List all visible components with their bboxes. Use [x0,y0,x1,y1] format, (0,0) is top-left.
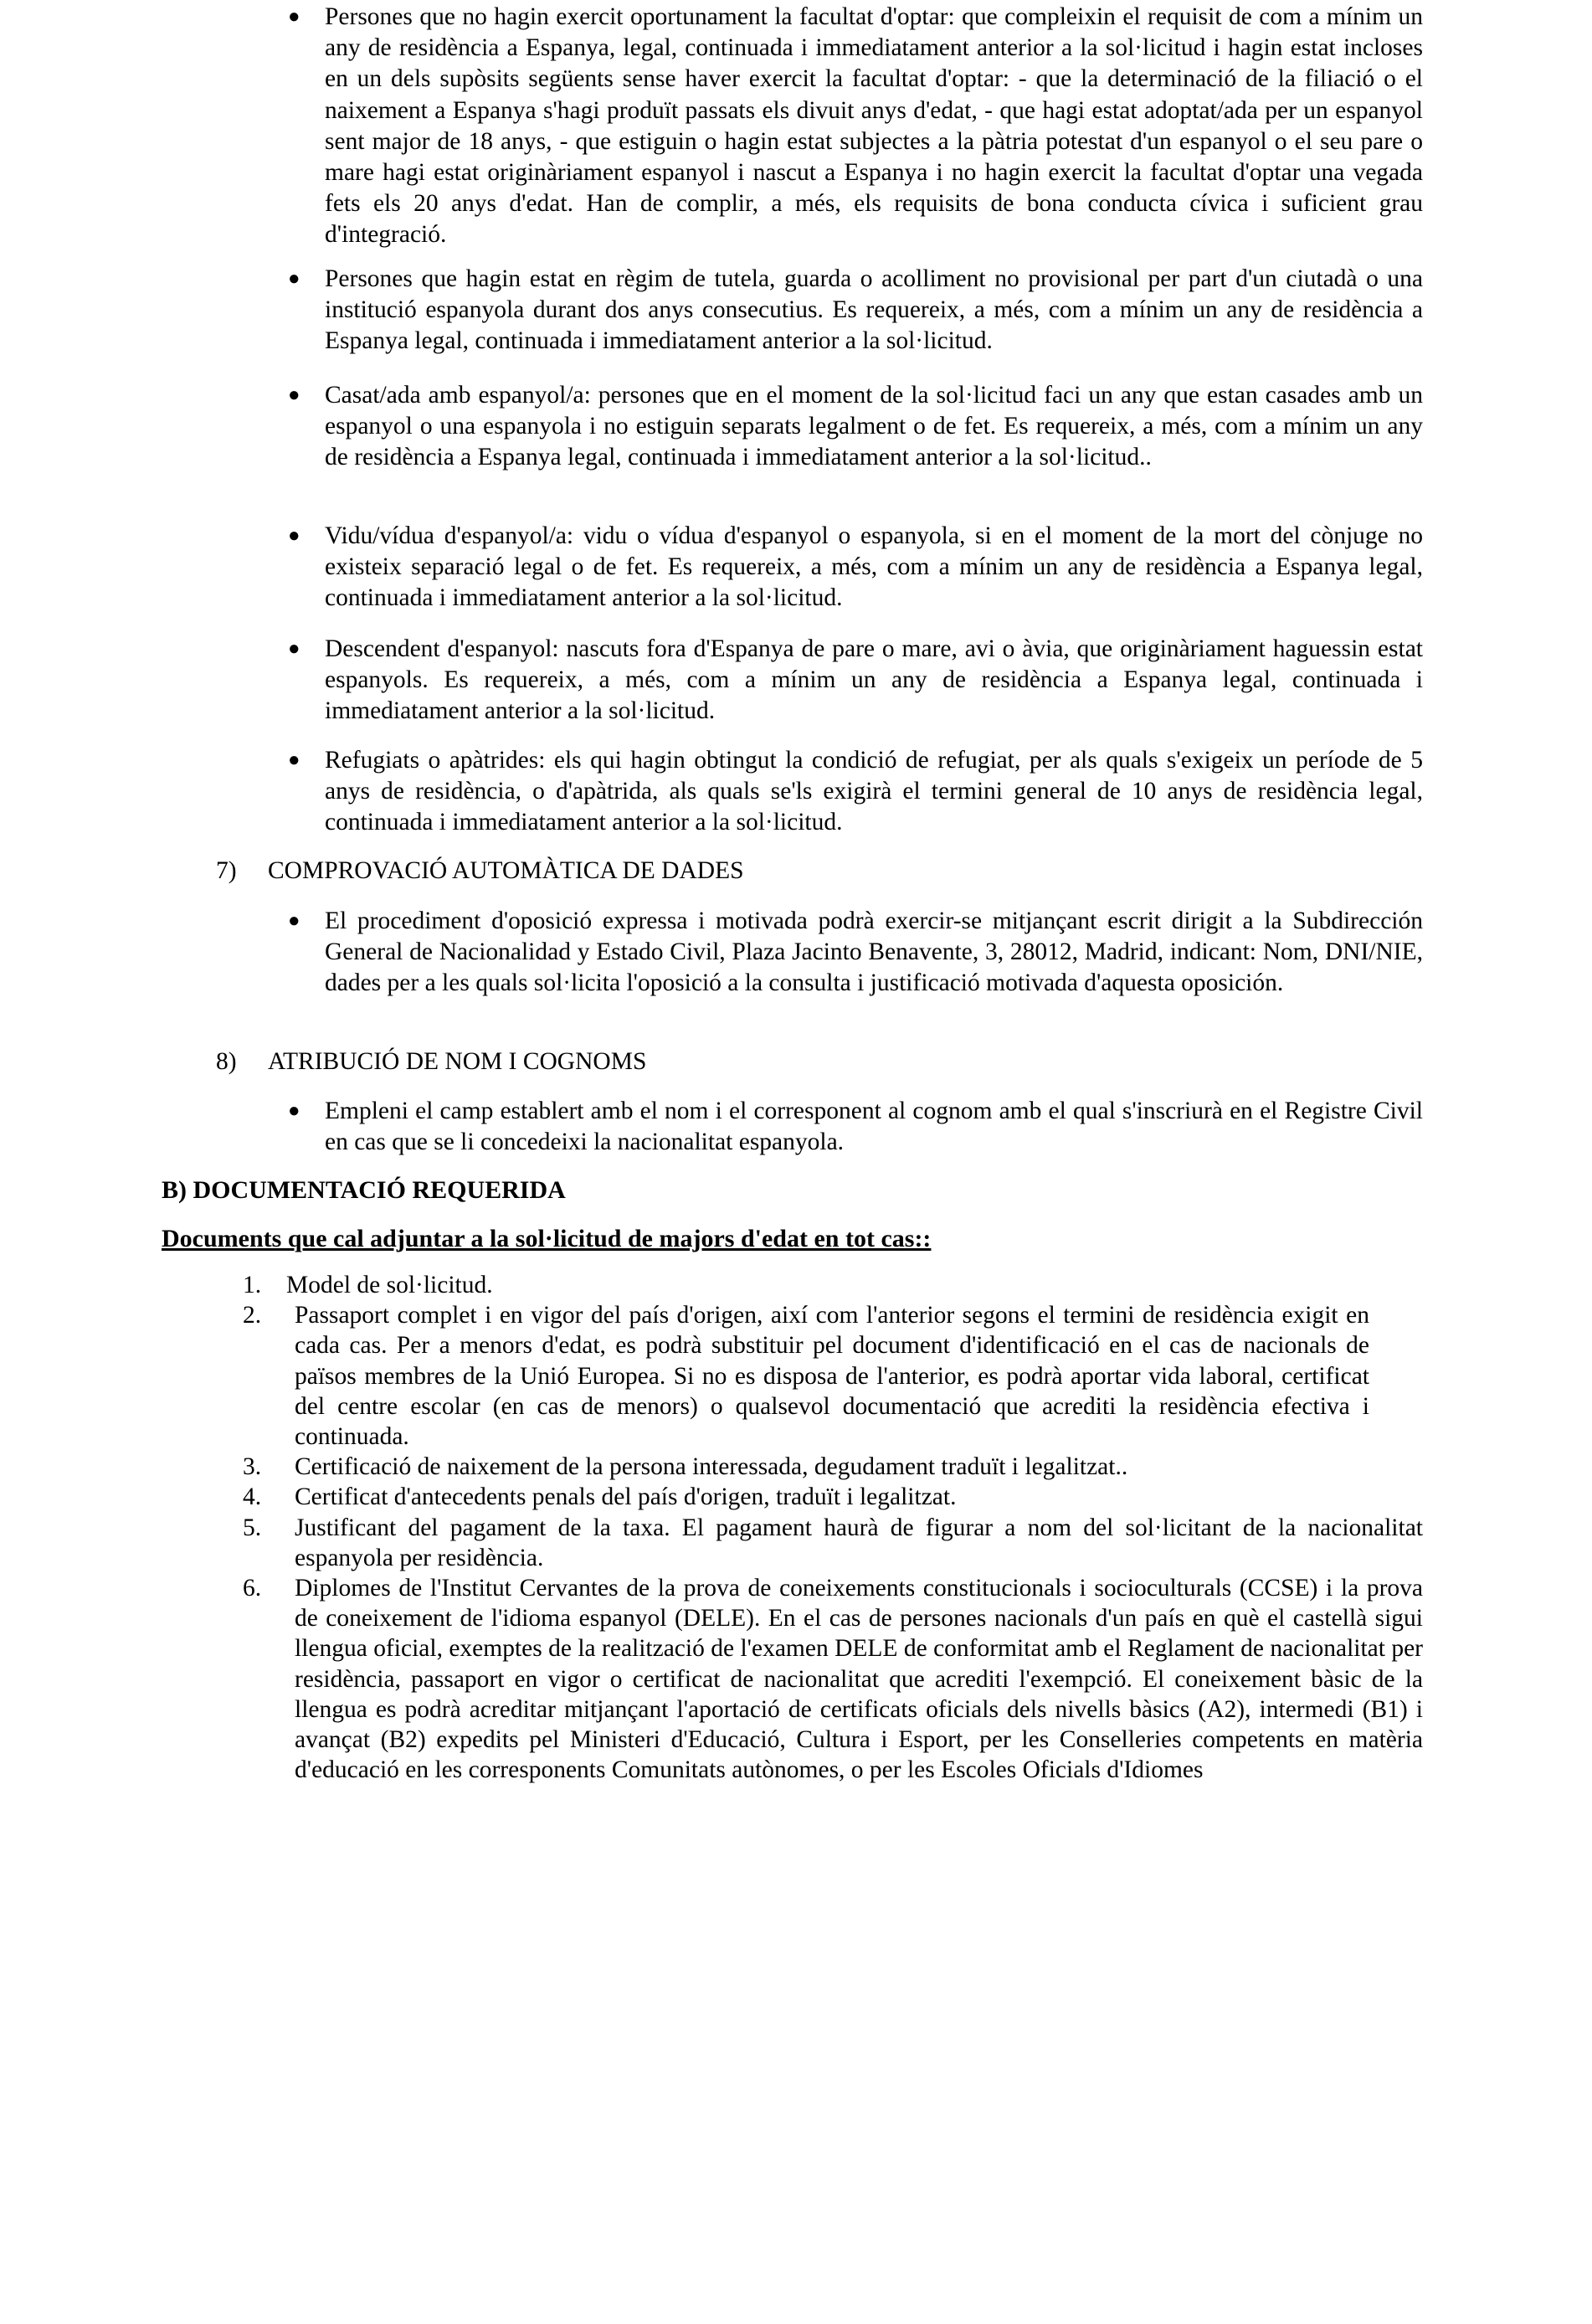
item-text: Certificat d'antecedents penals del país d'origen, traduït i legalitzat. [295,1483,957,1511]
bullet-dot-icon: ● [288,268,300,290]
list-item [243,1573,1423,1785]
bullet-dot-icon: ● [288,6,300,28]
section-7-heading [216,856,744,887]
bullet-text: Persones que hagin estat en règim de tutela, guarda o acolliment no provisional per part d'un ciutadà o una institució espanyola durant dos anys consecutius. Es requereix, a més, com a mínim un any de residència a Espanya legal, continuada i immediatament anterior a la sol·licitud. [325,265,1423,355]
documents-subheading: Documents que cal adjuntar a la sol·licitud de majors d'edat en tot cas:: [162,1225,932,1252]
list-item [243,1270,1423,1300]
bullet-text: Casat/ada amb espanyol/a: persones que en el moment de la sol·licitud faci un any que estan casades amb un espanyol o una espanyola i no estiguin separats legalment o de fet. Es requereix, a més, com a mínim un any de residència a Espanya legal, continuada i immediatament anterior a la sol·licitud.. [325,382,1423,471]
bullet-dot-icon: ● [288,638,300,660]
bullet-item [285,264,1423,357]
item-text: Certificació de naixement de la persona interessada, degudament traduït i legalitzat.. [295,1453,1128,1481]
item-text: Model de sol·licitud. [286,1272,493,1298]
item-text: Justificant del pagament de la taxa. El pagament haurà de figurar a nom del sol·licitant de la nacionalitat espanyola per residència. [295,1514,1423,1571]
item-number: 6. [243,1575,262,1602]
section-8-bullet-list [285,1096,1423,1158]
section-title: COMPROVACIÓ AUTOMÀTICA DE DADES [268,857,744,884]
bullet-text: Vidu/vídua d'espanyol/a: vidu o vídua d'espanyol o espanyola, si en el moment de la mort del cònjuge no existeix separació legal o de fet. Es requereix, a més, com a mínim un any de residència a Espanya legal, continuada i immediatament anterior a la sol·licitud. [325,522,1423,612]
bullet-item [285,1096,1423,1158]
bullet-text: Empleni el camp establert amb el nom i el corresponent al cognom amb el qual s'inscriurà en el Registre Civil en cas que se li concedeixi la nacionalitat espanyola. [325,1098,1423,1156]
bullet-dot-icon: ● [288,910,300,932]
section-b-heading: B) DOCUMENTACIÓ REQUERIDA [162,1176,566,1204]
bullet-item [285,634,1423,728]
bullet-dot-icon: ● [288,749,300,771]
section-number: 8) [216,1048,237,1075]
bullet-item [285,745,1423,839]
item-number: 1. [243,1272,262,1298]
item-number: 2. [243,1302,262,1329]
bullet-item [285,906,1423,1000]
item-number: 5. [243,1514,262,1541]
item-text: Diplomes de l'Institut Cervantes de la prova de coneixements constitucionals i socioculturals (CCSE) i la prova de coneixement de l'idioma espanyol (DELE). En el cas de persones nacionals d'un país en què el castellà sigui llengua oficial, exemptes de la realització de l'examen DELE de conformitat amb el Reglament de nacionalitat per residència, passaport en vigor o certificat de nacionalitat que acrediti l'exempció. El coneixement bàsic de la llengua es podrà acreditar mitjançant l'aportació de certificats oficials dels nivells bàsics (A2), intermedi (B1) i avançat (B2) expedits pel Ministeri d'Educació, Cultura i Esport, per les Conselleries competents en matèria d'educació en les corresponents Comunitats autònomes, o per les Escoles Oficials d'Idiomes [295,1575,1423,1784]
requirements-bullet-list [285,745,1423,839]
documents-list [243,1270,1423,1785]
bullet-item [285,2,1423,251]
requirements-bullet-list [285,634,1423,728]
bullet-text: El procediment d'oposició expressa i motivada podrà exercir-se mitjançant escrit dirigit a la Subdirección General de Nacionalidad y Estado Civil, Plaza Jacinto Benavente, 3, 28012, Madrid, indicant: Nom, DNI/NIE, dades per a les quals sol·licita l'oposició a la consulta i justificació motivada d'aquesta oposición. [325,907,1423,997]
list-item [243,1300,1369,1452]
list-item [243,1513,1423,1573]
bullet-dot-icon: ● [288,525,300,547]
section-number: 7) [216,857,237,884]
requirements-bullet-list [285,264,1423,357]
item-text: Passaport complet i en vigor del país d'origen, així com l'anterior segons el termini de residència exigit en cada cas. Per a menors d'edat, es podrà substituir pel document d'identificació en el cas de nacionals de països membres de la Unió Europea. Si no es disposa de l'anterior, es podrà aportar vida laboral, certificat del centre escolar (en cas de menors) o qualsevol documentació que acrediti la residència efectiva i continuada. [295,1302,1369,1451]
item-number: 3. [243,1453,262,1481]
requirements-bullet-list [285,521,1423,614]
requirements-bullet-list [285,2,1423,251]
bullet-item [285,521,1423,614]
list-item [243,1452,1423,1482]
bullet-dot-icon: ● [288,384,300,406]
bullet-item [285,380,1423,474]
list-item [243,1482,1423,1512]
bullet-text: Descendent d'espanyol: nascuts fora d'Espanya de pare o mare, avi o àvia, que originàriament haguessin estat espanyols. Es requereix, a més, com a mínim un any de residència a Espanya legal, continuada i immediatament anterior a la sol·licitud. [325,635,1423,725]
bullet-dot-icon: ● [288,1100,300,1122]
section-8-heading [216,1046,646,1077]
item-number: 4. [243,1483,262,1511]
bullet-text: Refugiats o apàtrides: els qui hagin obtingut la condició de refugiat, per als quals s'exigeix un període de 5 anys de residència, o d'apàtrida, als quals se'ls exigirà el termini general de 10 anys de residència legal, continuada i immediatament anterior a la sol·licitud. [325,747,1423,836]
section-7-bullet-list [285,906,1423,1000]
section-title: ATRIBUCIÓ DE NOM I COGNOMS [268,1048,647,1075]
requirements-bullet-list [285,380,1423,474]
bullet-text: Persones que no hagin exercit oportunament la facultat d'optar: que compleixin el requisit de com a mínim un any de residència a Espanya, legal, continuada i immediatament anterior a la sol·licitud i hagin estat incloses en un dels supòsits següents sense haver exercit la facultat d'optar: - que la determinació de la filiació o el naixement a Espanya s'hagi produït passats els divuit anys d'edat, - que hagi estat adoptat/ada per un espanyol sent major de 18 anys, - que estiguin o hagin estat subjectes a la pàtria potestat d'un espanyol o el seu pare o mare hagi estat originàriament espanyol i nascut a Espanya i no hagin exercit la facultat d'optar una vegada fets els 20 anys d'edat. Han de complir, a més, els requisits de bona conducta cívica i suficient grau d'integració. [325,3,1423,249]
